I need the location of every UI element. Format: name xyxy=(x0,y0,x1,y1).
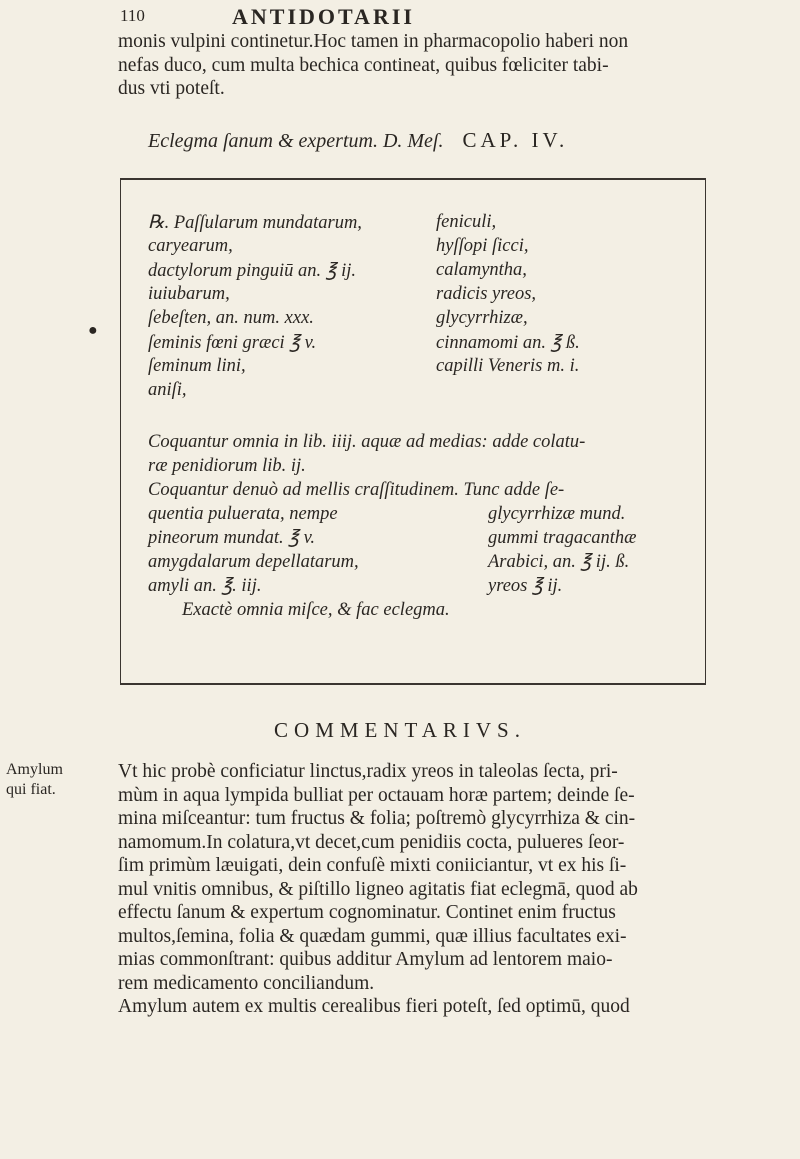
intro-line: dus vti poteſt. xyxy=(118,78,225,99)
ingredient-right: capilli Veneris m. i. xyxy=(436,356,580,376)
ingredient-row xyxy=(148,356,688,380)
frame-rule-left xyxy=(120,178,121,683)
ingredient-row xyxy=(148,236,688,260)
commentary-line: mias commonſtrant: quibus additur Amylum ad lentorem maio- xyxy=(118,949,613,970)
commentary-line: mina miſceantur: tum fructus & folia; poſtremò glycyrrhiza & cin- xyxy=(118,808,636,829)
ingredient-right: calamyntha, xyxy=(436,260,527,280)
ingredient-right: feniculi, xyxy=(436,212,497,232)
ingredient-left: ℞. Paſſularum mundatarum, xyxy=(148,213,362,233)
recipe-directions xyxy=(148,430,698,622)
chapter-label: CAP. IV. xyxy=(462,128,569,152)
commentary-line: ſim primùm læuigati, dein confuſè mixti coniiciantur, vt ex his ſi- xyxy=(118,855,627,876)
ingredient-row xyxy=(148,380,688,404)
commentary-line: multos,ſemina, folia & quædam gummi, quæ illius facultates exi- xyxy=(118,925,627,947)
running-head xyxy=(120,6,760,32)
ingredient-left: amygdalarum depellatarum, xyxy=(148,552,359,572)
ingredient-left: amyli an. ℥. iij. xyxy=(148,576,262,596)
recipe-heading xyxy=(148,128,568,153)
second-ingredient-row xyxy=(148,526,698,550)
ingredient-right: Arabici, an. ℥ ij. ß. xyxy=(488,552,630,572)
margin-note-line: Amylum xyxy=(6,761,63,778)
commentary-paragraph xyxy=(118,760,758,1019)
direction-line: Coquantur denuò ad mellis craſſitudinem. Tunc adde ſe- xyxy=(148,480,565,500)
margin-note xyxy=(6,760,63,800)
ingredient-row xyxy=(148,212,688,236)
ingredient-row xyxy=(148,260,688,284)
ingredient-row xyxy=(148,332,688,356)
commentary-line: namomum.In colatura,vt decet,cum penidiis cocta, pulueres ſeor- xyxy=(118,831,625,853)
ingredient-left: caryearum, xyxy=(148,236,233,256)
ingredient-left: ſeminum lini, xyxy=(148,356,246,376)
ingredient-left: iuiubarum, xyxy=(148,284,230,304)
intro-line: nefas duco, cum multa bechica contineat, quibus fœliciter tabi- xyxy=(118,54,609,76)
margin-bullet: ● xyxy=(88,322,98,339)
ingredient-right: cinnamomi an. ℥ ß. xyxy=(436,333,580,353)
ingredient-row xyxy=(148,284,688,308)
running-title: ANTIDOTARII xyxy=(232,4,415,29)
frame-rule-right xyxy=(705,178,706,683)
recipe-box xyxy=(120,178,706,698)
closing-line: Exactè omnia miſce, & fac eclegma. xyxy=(182,600,450,620)
ingredient-left: quentia puluerata, nempe xyxy=(148,504,338,524)
ingredient-left: ſeminis fœni græci ℥ v. xyxy=(148,333,317,353)
margin-note-line: qui fiat. xyxy=(6,781,56,798)
frame-rule-bottom xyxy=(120,683,706,685)
page-number: 110 xyxy=(120,6,145,25)
commentary-line: rem medicamento conciliandum. xyxy=(118,972,375,994)
commentary-line: Amylum autem ex multis cerealibus fieri poteſt, ſed optimū, quod xyxy=(118,996,630,1017)
ingredient-right: glycyrrhizæ mund. xyxy=(488,504,626,524)
commentary-line: mul vnitis omnibus, & piſtillo ligneo agitatis fiat eclegmā, quod ab xyxy=(118,878,638,900)
direction-line: ræ penidiorum lib. ij. xyxy=(148,456,306,476)
intro-line: monis vulpini continetur.Hoc tamen in pharmacopolio haberi non xyxy=(118,31,629,52)
ingredient-right: glycyrrhizæ, xyxy=(436,308,528,328)
intro-paragraph xyxy=(118,30,758,101)
commentary-line: mùm in aqua lympida bulliat per octauam horæ partem; deinde ſe- xyxy=(118,784,635,806)
ingredient-left: dactylorum pinguiū an. ℥ ij. xyxy=(148,261,357,281)
frame-rule-top xyxy=(120,178,706,180)
second-ingredient-row xyxy=(148,550,698,574)
commentary-line: effectu ſanum & expertum cognominatur. Continet enim fructus xyxy=(118,902,616,923)
second-ingredient-row xyxy=(148,502,698,526)
ingredient-left: ſebeſten, an. num. xxx. xyxy=(148,308,314,328)
recipe-title: Eclegma ſanum & expertum. D. Meſ. xyxy=(148,130,444,152)
ingredient-left: pineorum mundat. ℥ v. xyxy=(148,528,316,548)
commentary-line: Vt hic probè conficiatur linctus,radix yreos in taleolas ſecta, pri- xyxy=(118,761,618,782)
ingredient-right: yreos ℥ ij. xyxy=(488,576,563,596)
ingredient-right: gummi tragacanthæ xyxy=(488,528,637,548)
ingredient-left: aniſi, xyxy=(148,380,187,400)
second-ingredient-row xyxy=(148,574,698,598)
commentary-title: COMMENTARIVS. xyxy=(274,718,526,742)
direction-line: Coquantur omnia in lib. iiij. aquæ ad medias: adde colatu- xyxy=(148,432,586,452)
ingredient-right: hyſſopi ſicci, xyxy=(436,236,529,256)
ingredient-list xyxy=(148,212,688,404)
ingredient-right: radicis yreos, xyxy=(436,284,537,304)
ingredient-row xyxy=(148,308,688,332)
